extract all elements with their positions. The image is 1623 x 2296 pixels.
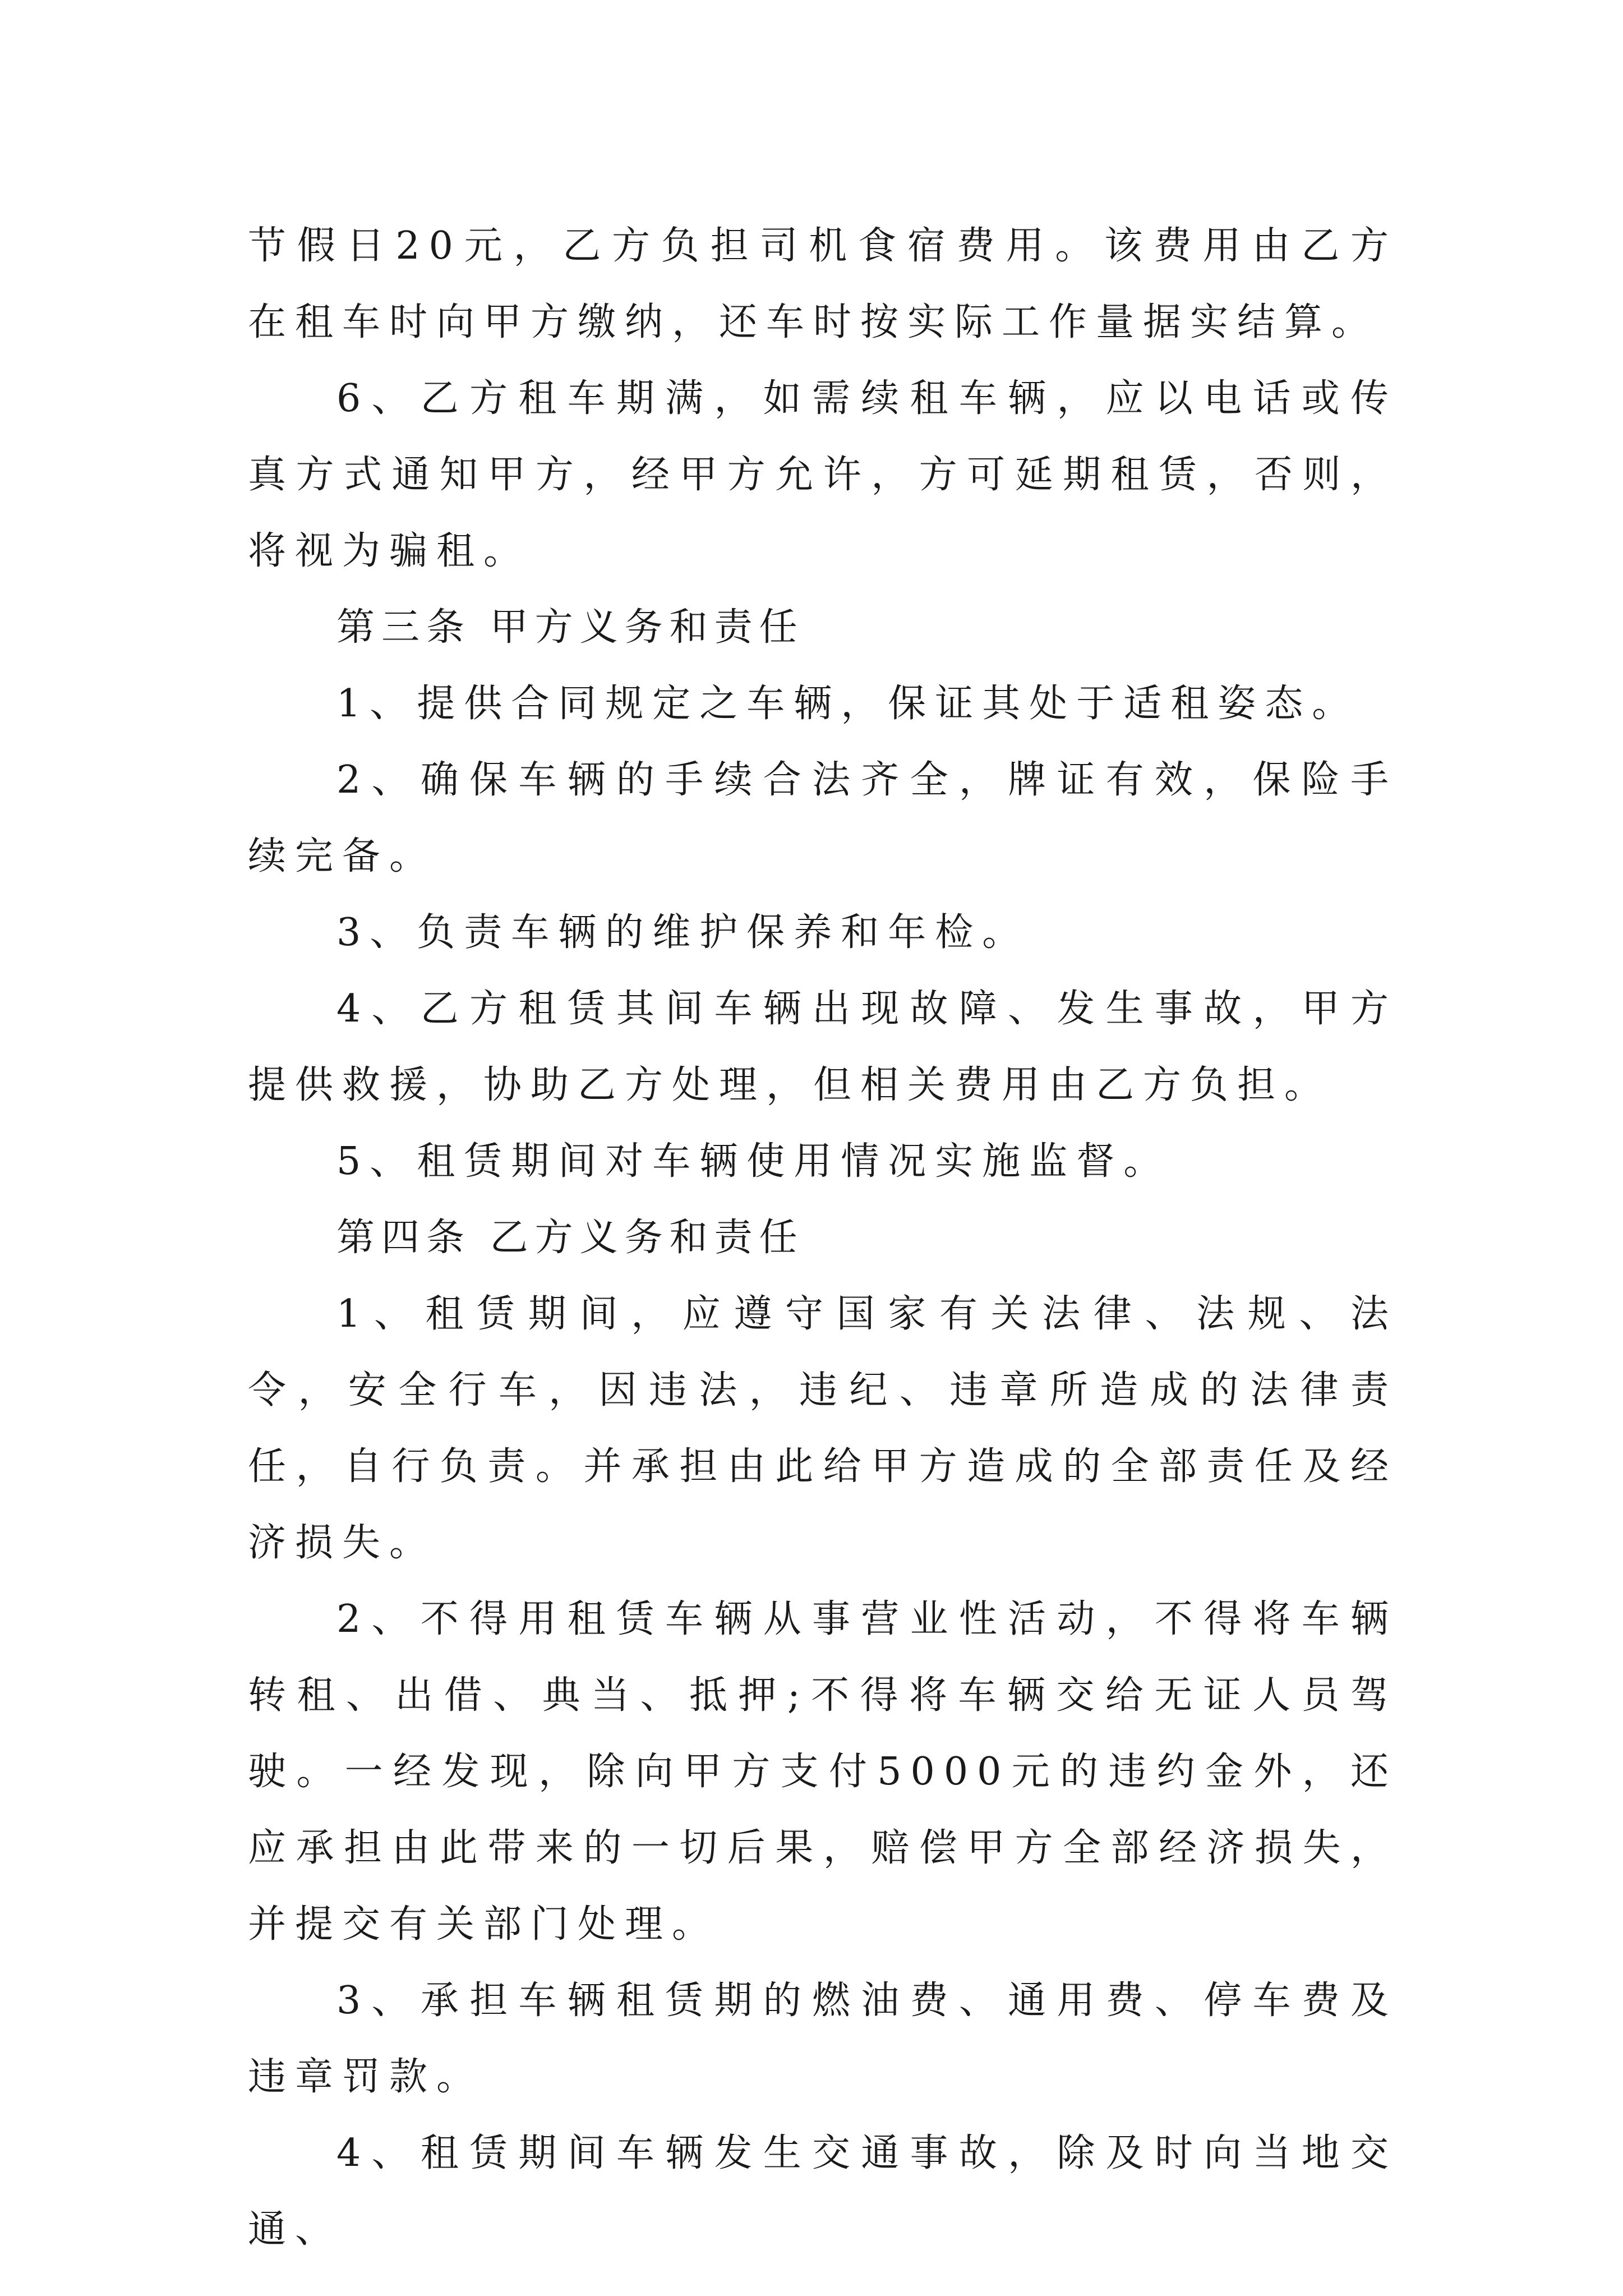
- paragraph-item-3-5: 5、租赁期间对车辆使用情况实施监督。: [336, 1139, 1171, 1184]
- paragraph-continuation: 节假日20元，乙方负担司机食宿费用。该费用由乙方在租车时向甲方缴纳，还车时按实际工作量据实结算。: [248, 224, 1398, 344]
- section-heading-article-3: 第三条 甲方义务和责任: [336, 605, 804, 650]
- paragraph-item-4-2: 2、不得用租赁车辆从事营业性活动，不得将车辆转租、出借、典当、抵押;不得将车辆交给无证人员驾驶。一经发现，除向甲方支付5000元的违约金外，还应承担由此带来的一切后果，赔偿甲方全部经济损失，并提交有关部门处理。: [248, 1597, 1398, 1947]
- paragraph-item-6: 6、乙方租车期满，如需续租车辆，应以电话或传真方式通知甲方，经甲方允许，方可延期租赁，否则，将视为骗租。: [248, 376, 1398, 573]
- paragraph-item-4-3: 3、承担车辆租赁期的燃油费、通用费、停车费及违章罚款。: [248, 1978, 1398, 2099]
- paragraph-item-4-1: 1、租赁期间，应遵守国家有关法律、法规、法令，安全行车，因违法，违纪、违章所造成的法律责任，自行负责。并承担由此给甲方造成的全部责任及经济损失。: [248, 1292, 1398, 1565]
- paragraph-item-3-1: 1、提供合同规定之车辆，保证其处于适租姿态。: [336, 682, 1359, 726]
- paragraph-item-3-2: 2、确保车辆的手续合法齐全，牌证有效，保险手续完备。: [248, 758, 1398, 878]
- paragraph-item-3-4: 4、乙方租赁其间车辆出现故障、发生事故，甲方提供救援，协助乙方处理，但相关费用由乙方负担。: [248, 987, 1398, 1107]
- paragraph-item-4-4: 4、租赁期间车辆发生交通事故，除及时向当地交通、: [248, 2131, 1398, 2252]
- paragraph-item-3-3: 3、负责车辆的维护保养和年检。: [336, 910, 1030, 955]
- document-body: [248, 208, 1398, 2268]
- section-heading-article-4: 第四条 乙方义务和责任: [336, 1216, 804, 1260]
